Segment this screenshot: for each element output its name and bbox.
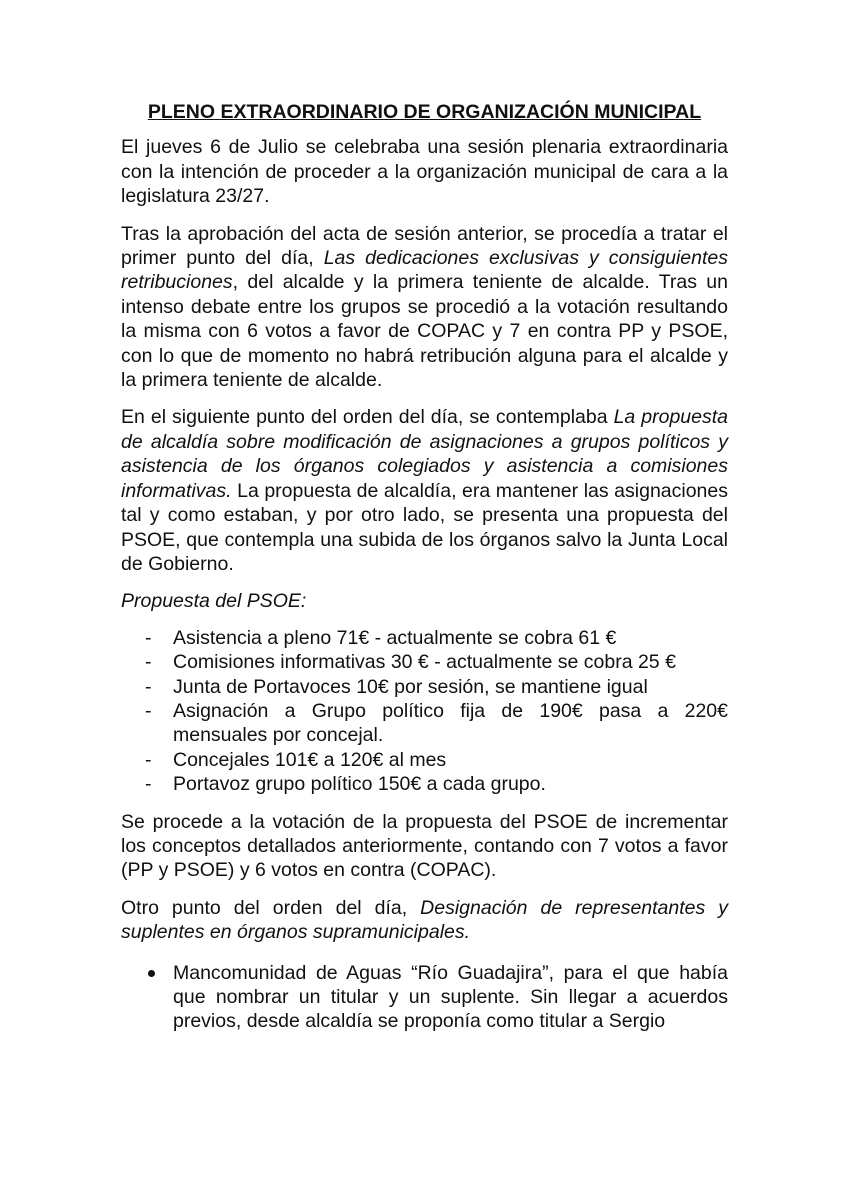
dash-marker: - [145, 699, 152, 722]
paragraph-intro-text: El jueves 6 de Julio se celebraba una sesión plenaria extraordinaria con la intención de proceder a la organización municipal de cara a la legislatura 23/27. [121, 136, 728, 208]
list-item-text: Concejales 101€ a 120€ al mes [173, 748, 447, 771]
list-item [121, 626, 728, 650]
paragraph-votacion [121, 810, 728, 883]
list-item-text: Asistencia a pleno 71€ - actualmente se cobra 61 € [173, 626, 617, 649]
list-item-text: Portavoz grupo político 150€ a cada grupo. [173, 773, 546, 796]
paragraph-designacion-lead: Otro punto del orden del día, [121, 896, 421, 919]
list-item-text: Mancomunidad de Aguas “Río Guadajira”, para el que había que nombrar un titular y un suplente. Sin llegar a acuerdos previos, desde alcaldía se proponía como titular a Sergio [173, 961, 728, 1033]
paragraph-intro [121, 135, 728, 208]
list-item [121, 699, 728, 748]
psoe-proposal-list [121, 626, 728, 797]
list-item [121, 772, 728, 796]
dash-marker: - [145, 675, 152, 698]
paragraph-designacion-italic: Designación de representantes y suplentes en órganos supramunicipales. [121, 896, 729, 944]
paragraph-asignaciones [121, 405, 728, 576]
document-page [121, 100, 728, 1034]
dash-marker: - [145, 773, 152, 796]
psoe-heading [121, 589, 728, 613]
paragraph-designacion [121, 896, 728, 945]
list-item [121, 650, 728, 674]
bullet-icon [148, 970, 155, 977]
paragraph-votacion-text: Se procede a la votación de la propuesta del PSOE de incrementar los conceptos detallados anteriormente, contando con 7 votos a favor (PP y PSOE) y 6 votos en contra (COPAC). [121, 810, 728, 882]
dash-marker: - [145, 651, 152, 674]
document-title: PLENO EXTRAORDINARIO DE ORGANIZACIÓN MUNICIPAL [147, 101, 702, 123]
dash-marker: - [145, 626, 152, 649]
dash-marker: - [145, 748, 152, 771]
list-item [121, 748, 728, 772]
list-item [121, 675, 728, 699]
list-item-text: Asignación a Grupo político fija de 190€ pasa a 220€ mensuales por concejal. [173, 699, 728, 747]
paragraph-asignaciones-rest: La propuesta de alcaldía, era mantener las asignaciones tal y como estaban, y por otro lado, se presenta una propuesta del PSOE, que contempla una subida de los órganos salvo la Junta Local de Gobierno. [121, 479, 728, 575]
paragraph-asignaciones-italic: La propuesta de alcaldía sobre modificación de asignaciones a grupos políticos y asistencia de los órganos colegiados y asistencia a comisiones informativas. [121, 406, 728, 502]
paragraph-dedicaciones-rest: , del alcalde y la primera teniente de alcalde. Tras un intenso debate entre los grupos se procedió a la votación resultando la misma con 6 votos a favor de COPAC y 7 en contra PP y PSOE, con lo que de momento no habrá retribución alguna para el alcalde y la primera teniente de alcalde. [121, 271, 728, 392]
paragraph-dedicaciones-lead: Tras la aprobación del acta de sesión anterior, se procedía a tratar el primer punto del día, [121, 222, 728, 270]
organos-list [121, 961, 728, 1034]
paragraph-asignaciones-lead: En el siguiente punto del orden del día, se contemplaba [121, 406, 614, 429]
paragraph-dedicaciones-italic: Las dedicaciones exclusivas y consiguientes retribuciones [121, 247, 728, 294]
list-item-text: Comisiones informativas 30 € - actualmente se cobra 25 € [173, 651, 676, 674]
psoe-heading-text: Propuesta del PSOE: [121, 590, 307, 613]
list-item [121, 961, 728, 1034]
list-item-text: Junta de Portavoces 10€ por sesión, se mantiene igual [173, 675, 648, 698]
paragraph-dedicaciones [121, 222, 728, 393]
